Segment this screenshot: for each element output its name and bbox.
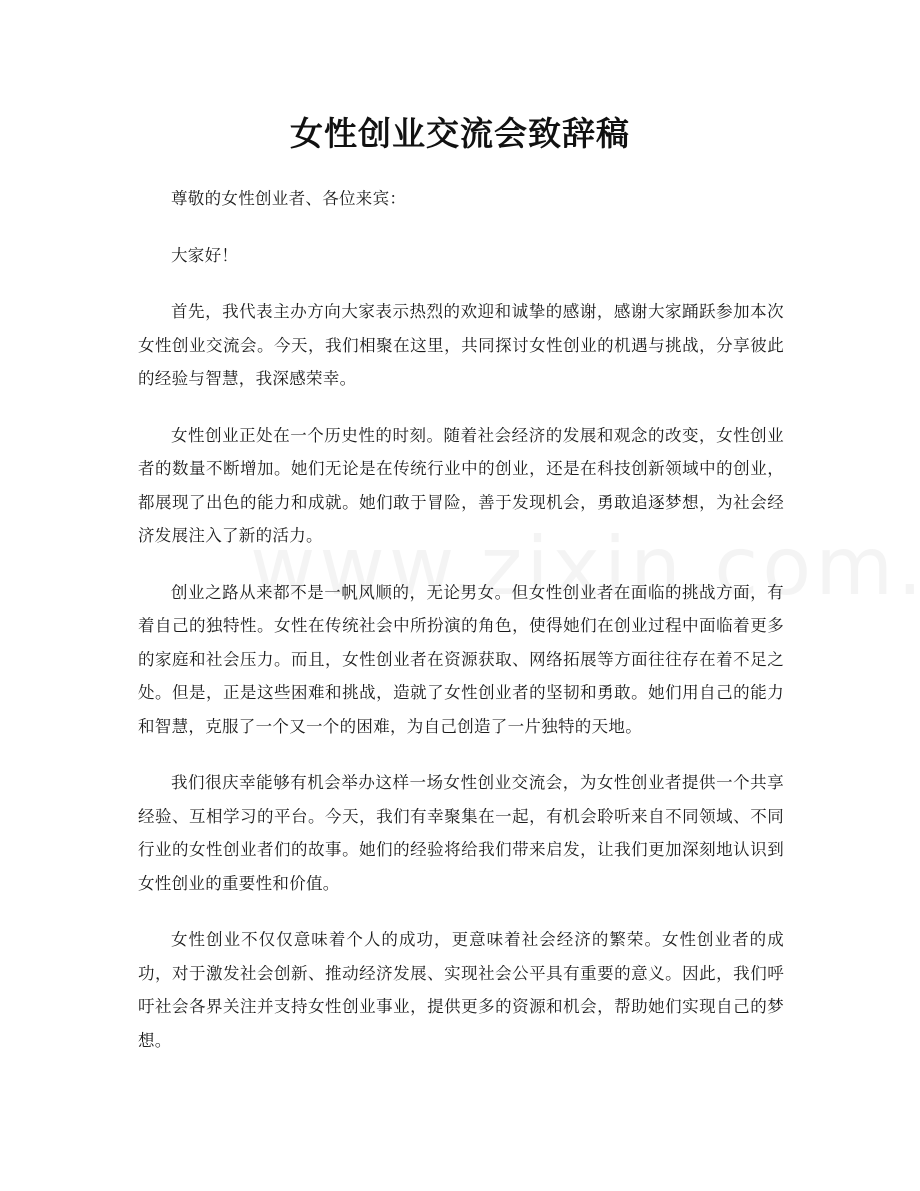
body-paragraph-4: 我们很庆幸能够有机会举办这样一场女性创业交流会，为女性创业者提供一个共享经验、互相学习的平台。今天，我们有幸聚集在一起，有机会聆听来自不同领域、不同行业的女性创业者们的故事。她们的经验将给我们带来启发，让我们更加深刻地认识到女性创业的重要性和价值。 — [138, 773, 784, 893]
body-paragraph-3: 创业之路从来都不是一帆风顺的，无论男女。但女性创业者在面临的挑战方面，有着自己的独特性。女性在传统社会中所扮演的角色，使得她们在创业过程中面临着更多的家庭和社会压力。而且，女性创业者在资源获取、网络拓展等方面往往存在着不足之处。但是，正是这些困难和挑战，造就了女性创业者的坚韧和勇敢。她们用自己的能力和智慧，克服了一个又一个的困难，为自己创造了一片独特的天地。 — [138, 582, 784, 736]
document-title: 女性创业交流会致辞稿 — [290, 114, 630, 153]
salutation: 尊敬的女性创业者、各位来宾： — [171, 189, 407, 208]
body-paragraph-1: 首先，我代表主办方向大家表示热烈的欢迎和诚挚的感谢，感谢大家踊跃参加本次女性创业交流会。今天，我们相聚在这里，共同探讨女性创业的机遇与挑战，分享彼此的经验与智慧，我深感荣幸。 — [138, 302, 784, 388]
greeting: 大家好！ — [171, 245, 239, 265]
body-paragraph-2: 女性创业正处在一个历史性的时刻。随着社会经济的发展和观念的改变，女性创业者的数量不断增加。她们无论是在传统行业中的创业，还是在科技创新领域中的创业，都展现了出色的能力和成就。她们敢于冒险，善于发现机会，勇敢追逐梦想，为社会经济发展注入了新的活力。 — [138, 425, 784, 545]
body-paragraph-5: 女性创业不仅仅意味着个人的成功，更意味着社会经济的繁荣。女性创业者的成功，对于激发社会创新、推动经济发展、实现社会公平具有重要的意义。因此，我们呼吁社会各界关注并支持女性创业事业，提供更多的资源和机会，帮助她们实现自己的梦想。 — [138, 930, 784, 1050]
document-body — [138, 182, 784, 1080]
